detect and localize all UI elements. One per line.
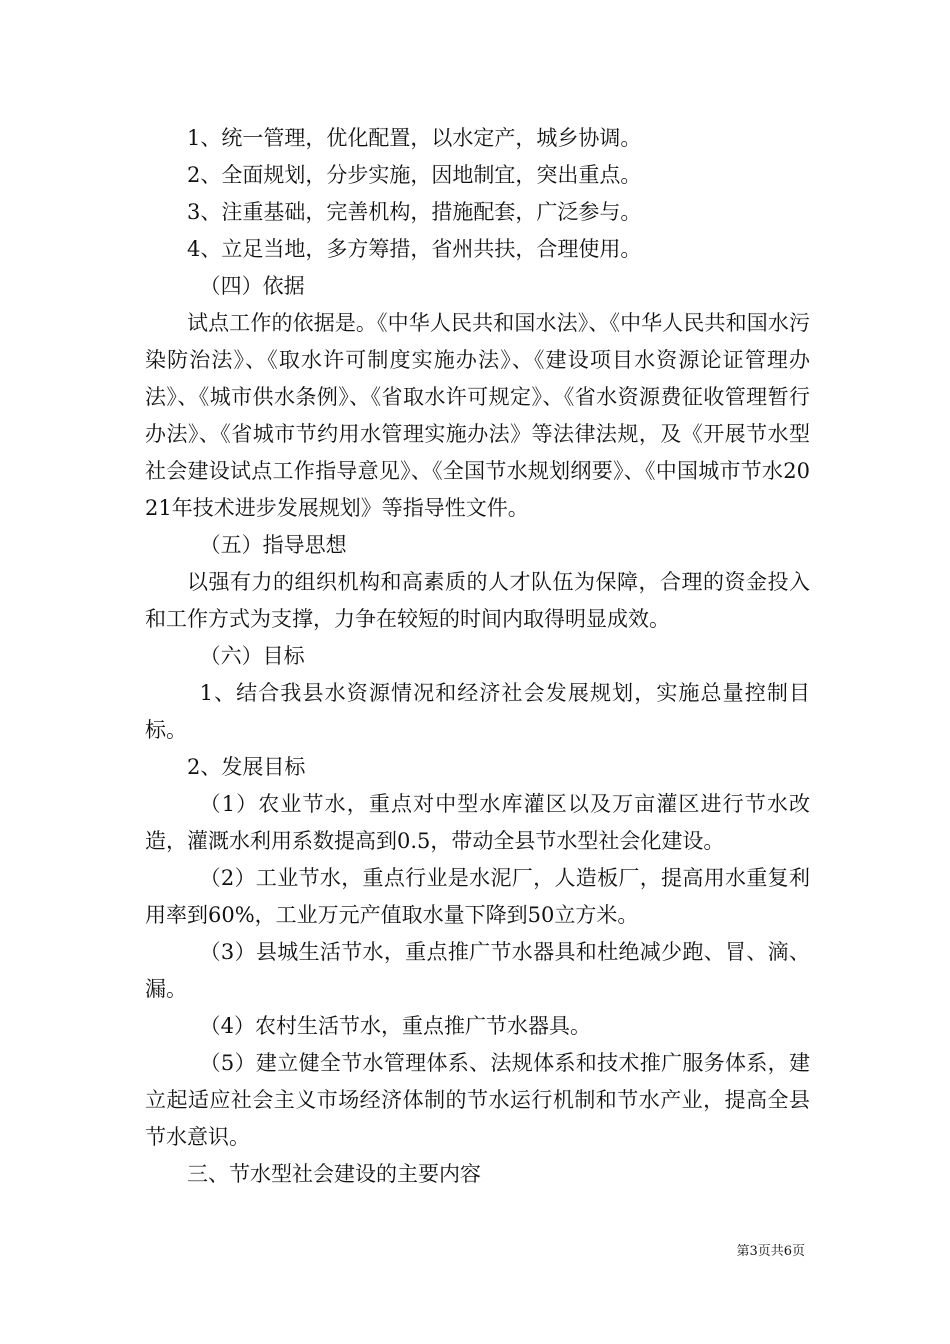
principle-4: 4、立足当地，多方筹措，省州共扶，合理使用。 bbox=[187, 237, 642, 261]
section-heading-guiding-thought: （五）指导思想 bbox=[199, 533, 347, 557]
page-number: 第3页共6页 bbox=[736, 1244, 805, 1259]
goal-2-heading: 2、发展目标 bbox=[187, 755, 306, 779]
document-body bbox=[145, 120, 810, 1193]
goal-urban-living: （3）县城生活节水，重点推广节水器具和杜绝减少跑、冒、滴、漏。 bbox=[145, 940, 810, 1001]
goal-industry: （2）工业节水，重点行业是水泥厂，人造板厂，提高用水重复利用率到60%，工业万元产值取水量下降到50立方米。 bbox=[145, 866, 810, 927]
goal-management-system: （5）建立健全节水管理体系、法规体系和技术推广服务体系，建立起适应社会主义市场经济体制的节水运行机制和节水产业，提高全县节水意识。 bbox=[145, 1051, 810, 1149]
section-heading-main-content: 三、节水型社会建设的主要内容 bbox=[187, 1162, 481, 1186]
section-heading-goals: （六）目标 bbox=[199, 644, 305, 668]
principle-2: 2、全面规划，分步实施，因地制宜，突出重点。 bbox=[187, 163, 642, 187]
principle-1: 1、统一管理，优化配置，以水定产，城乡协调。 bbox=[187, 126, 642, 150]
section-heading-basis: （四）依据 bbox=[199, 274, 305, 298]
basis-paragraph: 试点工作的依据是。《中华人民共和国水法》、《中华人民共和国水污染防治法》、《取水许可制度实施办法》、《建设项目水资源论证管理办法》、《城市供水条例》、《省取水许可规定》、《省水资源费征收管理暂行办法》、《省城市节约用水管理实施办法》等法律法规，及《开展节水型社会建设试点工作指导意见》、《全国节水规划纲要》、《中国城市节水2021年技术进步发展规划》等指导性文件。 bbox=[145, 311, 810, 520]
goal-rural-living: （4）农村生活节水，重点推广节水器具。 bbox=[199, 1014, 591, 1038]
goal-1: 1、结合我县水资源情况和经济社会发展规划，实施总量控制目标。 bbox=[145, 681, 810, 742]
goal-agriculture: （1）农业节水，重点对中型水库灌区以及万亩灌区进行节水改造，灌溉水利用系数提高到0.5，带动全县节水型社会化建设。 bbox=[145, 792, 810, 853]
guiding-thought-paragraph: 以强有力的组织机构和高素质的人才队伍为保障，合理的资金投入和工作方式为支撑，力争在较短的时间内取得明显成效。 bbox=[145, 570, 810, 631]
principle-3: 3、注重基础，完善机构，措施配套，广泛参与。 bbox=[187, 200, 642, 224]
